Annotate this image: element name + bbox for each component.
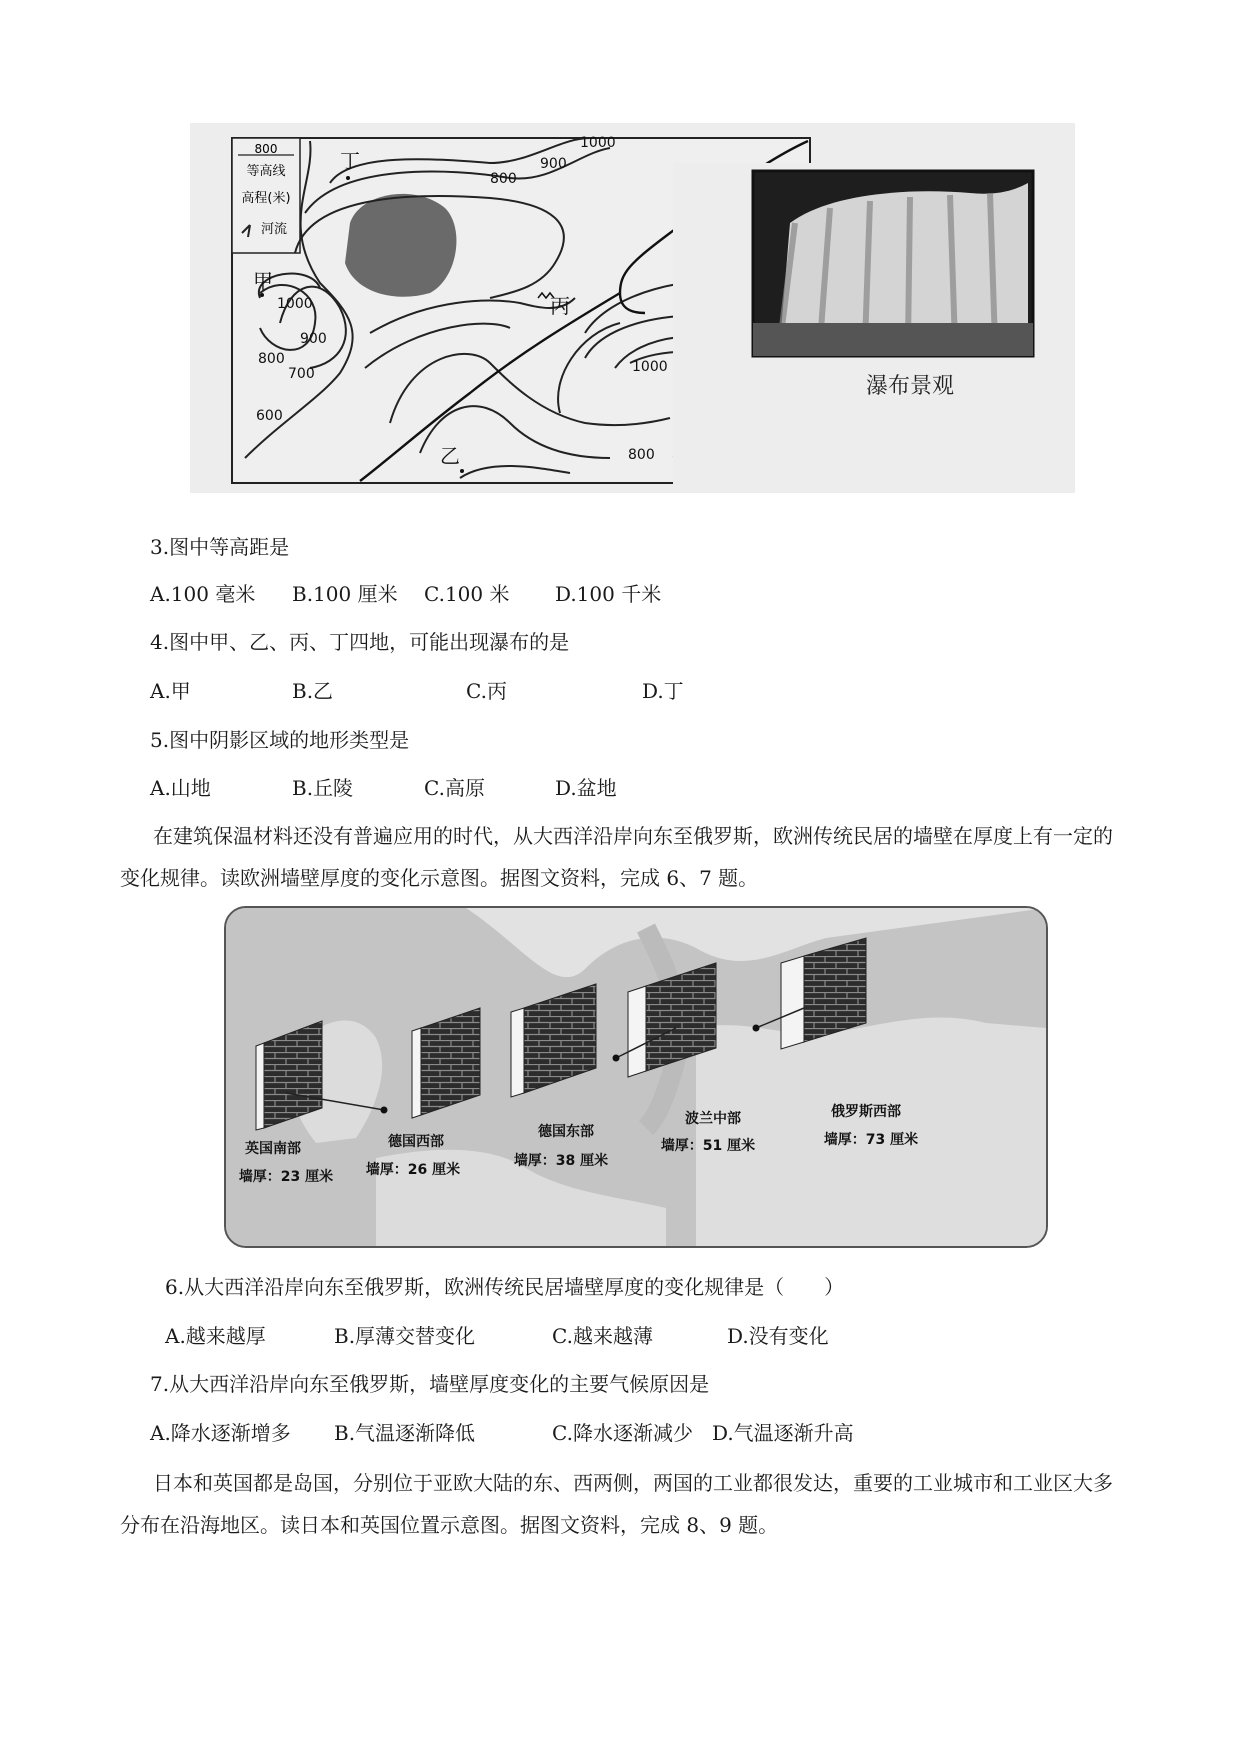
q3-option-c[interactable]: C.100 米 bbox=[424, 582, 510, 606]
q4-option-d[interactable]: D.丁 bbox=[642, 679, 684, 703]
intro-paragraph-6-7: 在建筑保温材料还没有普遍应用的时代，从大西洋沿岸向东至俄罗斯，欧洲传统民居的墙壁在厚度上有一定的变化规律。读欧洲墙壁厚度的变化示意图。据图文资料，完成 6、7 题。 bbox=[120, 824, 1113, 890]
contour-figure bbox=[190, 123, 1075, 493]
q5-option-b[interactable]: B.丘陵 bbox=[292, 776, 354, 800]
q3-option-a[interactable]: A.100 毫米 bbox=[150, 582, 256, 606]
q4-option-a[interactable]: A.甲 bbox=[150, 679, 191, 703]
q6-option-c[interactable]: C.越来越薄 bbox=[552, 1324, 653, 1348]
place-ding: 丁 bbox=[340, 149, 360, 173]
waterfall-photo bbox=[673, 163, 1053, 493]
label-600-left: 600 bbox=[256, 408, 283, 424]
wall-label-germany-west-region: 德国西部 bbox=[388, 1134, 444, 1150]
q5-stem: 5.图中阴影区域的地形类型是 bbox=[150, 728, 410, 752]
place-yi: 乙 bbox=[440, 444, 460, 468]
q4-stem: 4.图中甲、乙、丙、丁四地，可能出现瀑布的是 bbox=[150, 630, 570, 654]
q4-option-b[interactable]: B.乙 bbox=[292, 679, 334, 703]
wall-label-germany-east-region: 德国东部 bbox=[538, 1124, 594, 1140]
waterfall-caption: 瀑布景观 bbox=[865, 374, 955, 399]
q5-option-d[interactable]: D.盆地 bbox=[555, 776, 617, 800]
q3-stem: 3.图中等高距是 bbox=[150, 535, 290, 559]
contour-map-svg bbox=[190, 123, 1075, 493]
wall-label-russia-region: 俄罗斯西部 bbox=[831, 1104, 901, 1120]
legend-contour: 等高线 bbox=[246, 164, 286, 179]
q6-option-d[interactable]: D.没有变化 bbox=[727, 1324, 829, 1348]
wall-label-uk-region: 英国南部 bbox=[245, 1141, 301, 1157]
label-900-top: 900 bbox=[540, 156, 567, 172]
legend-river: 河流 bbox=[260, 222, 288, 237]
q6-option-b[interactable]: B.厚薄交替变化 bbox=[334, 1324, 476, 1348]
label-900-left: 900 bbox=[300, 331, 327, 347]
q7-option-d[interactable]: D.气温逐渐升高 bbox=[712, 1421, 854, 1445]
q7-option-a[interactable]: A.降水逐渐增多 bbox=[150, 1421, 291, 1445]
label-1000-jia: 1000 bbox=[277, 296, 313, 312]
wall-label-poland-thickness: 墙厚：51 厘米 bbox=[660, 1138, 756, 1154]
q6-stem: 6.从大西洋沿岸向东至俄罗斯，欧洲传统民居墙壁厚度的变化规律是（ ） bbox=[165, 1275, 845, 1299]
intro-paragraph-8-9: 日本和英国都是岛国，分别位于亚欧大陆的东、西两侧，两国的工业都很发达，重要的工业城市和工业区大多分布在沿海地区。读日本和英国位置示意图。据图文资料，完成 8、9 题。 bbox=[120, 1471, 1113, 1537]
q3-option-b[interactable]: B.100 厘米 bbox=[292, 582, 398, 606]
q7-stem: 7.从大西洋沿岸向东至俄罗斯，墙壁厚度变化的主要气候原因是 bbox=[150, 1372, 710, 1396]
wall-label-germany-east-thickness: 墙厚：38 厘米 bbox=[513, 1153, 609, 1169]
q4-option-c[interactable]: C.丙 bbox=[466, 679, 507, 703]
shaded-region bbox=[345, 194, 456, 297]
place-bing: 丙 bbox=[550, 294, 570, 318]
q7-option-c[interactable]: C.降水逐渐减少 bbox=[552, 1421, 693, 1445]
wall-label-germany-west-thickness: 墙厚：26 厘米 bbox=[365, 1162, 461, 1178]
europe-map-svg bbox=[226, 908, 1046, 1246]
wall-label-uk-thickness: 墙厚：23 厘米 bbox=[238, 1169, 334, 1185]
label-800-bottom: 800 bbox=[628, 447, 655, 463]
label-800-top: 800 bbox=[490, 171, 517, 187]
label-1000-right: 1000 bbox=[632, 359, 668, 375]
q7-option-b[interactable]: B.气温逐渐降低 bbox=[334, 1421, 476, 1445]
wall-label-poland-region: 波兰中部 bbox=[685, 1111, 741, 1127]
europe-wall-figure bbox=[224, 906, 1048, 1248]
legend-contour-sample: 800 bbox=[254, 142, 278, 156]
wall-label-russia-thickness: 墙厚：73 厘米 bbox=[823, 1132, 919, 1148]
place-jia: 甲 bbox=[253, 269, 273, 293]
legend-elevation: 高程(米) bbox=[241, 191, 291, 206]
label-1000-top: 1000 bbox=[580, 135, 616, 151]
q5-option-a[interactable]: A.山地 bbox=[150, 776, 211, 800]
q3-option-d[interactable]: D.100 千米 bbox=[555, 582, 662, 606]
label-700-left: 700 bbox=[288, 366, 315, 382]
q5-option-c[interactable]: C.高原 bbox=[424, 776, 485, 800]
label-800-left: 800 bbox=[258, 351, 285, 367]
q6-option-a[interactable]: A.越来越厚 bbox=[165, 1324, 266, 1348]
